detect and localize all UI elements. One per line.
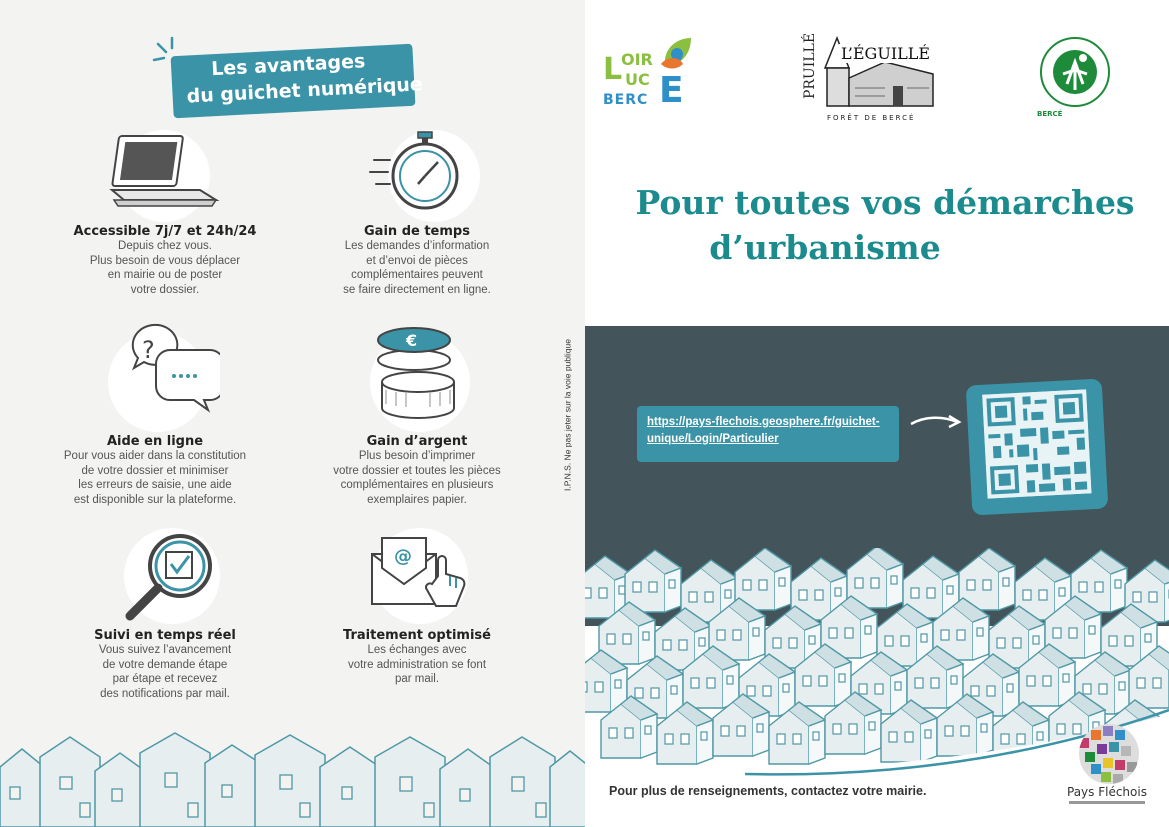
title-banner xyxy=(171,44,424,119)
feature-text: Pour vous aider dans la constitution xyxy=(63,450,247,462)
feature-text: Plus besoin d’imprimer xyxy=(358,450,476,462)
feature-text: par étape et recevez xyxy=(112,673,218,685)
feature-text: et d’envoi de pièces xyxy=(366,254,468,267)
logo-text: BERCÉ xyxy=(1037,110,1063,118)
feature-text: votre dossier. xyxy=(130,283,200,296)
feature-title: Suivi en temps réel xyxy=(94,628,236,643)
url-box xyxy=(637,406,899,462)
leaf-icon xyxy=(657,34,697,74)
title-line1: Les avantages xyxy=(210,50,366,81)
magnifier-check-icon xyxy=(100,528,230,624)
logo-vertical-text: PRUILLÉ xyxy=(802,32,819,100)
stopwatch-icon xyxy=(352,130,482,220)
svg-text:?: ? xyxy=(142,336,155,364)
guichet-link[interactable]: unique/Login/Particulier xyxy=(647,433,779,445)
feature-text: de votre dossier et minimiser xyxy=(81,464,229,477)
qr-code-icon[interactable] xyxy=(982,389,1091,498)
feature-suivi xyxy=(40,528,290,701)
feature-text: Vous suivez l’avancement xyxy=(98,644,232,656)
logo-sub-text: FORÊT DE BERCÉ xyxy=(827,114,916,122)
svg-text:€: € xyxy=(406,331,418,350)
ipns-text: I.P.N.S. Ne pas jeter sur la voie publique xyxy=(562,339,573,491)
feature-aide xyxy=(30,320,280,507)
feature-text: votre administration se font xyxy=(347,658,487,671)
guichet-link[interactable]: https://pays-flechois.geosphere.fr/guichet- xyxy=(647,416,880,428)
pays-flechois-name: Pays Fléchois xyxy=(1067,785,1147,799)
feature-text: Depuis chez vous. xyxy=(118,240,212,252)
feature-gain-temps xyxy=(292,130,542,297)
feature-title: Aide en ligne xyxy=(106,434,204,449)
pruille-leguille-logo xyxy=(799,24,939,128)
feature-text: complémentaires peuvent xyxy=(351,269,483,281)
foret-exception-logo xyxy=(1037,34,1113,120)
pays-flechois-logo xyxy=(1063,722,1153,810)
headline-line1: Pour toutes vos démarches xyxy=(635,183,1135,222)
headline xyxy=(605,180,1165,270)
laptop-icon xyxy=(100,130,230,220)
title-line2: du guichet numérique xyxy=(186,73,424,108)
coins-icon xyxy=(352,320,482,430)
logo-subline xyxy=(1069,801,1145,804)
logo-text: L’ÉGUILLÉ xyxy=(841,44,931,63)
ipns-note xyxy=(560,320,574,515)
contact-note: Pour plus de renseignements, contactez votre mairie. xyxy=(609,784,927,798)
logo-text: BERC xyxy=(603,92,649,108)
feature-title: Gain d’argent xyxy=(366,434,468,449)
feature-title: Gain de temps xyxy=(364,224,470,239)
foret-emblem-icon xyxy=(1037,34,1113,110)
mosaic-sphere-icon xyxy=(1077,722,1141,786)
svg-text:@: @ xyxy=(394,546,412,567)
houses-illustration xyxy=(0,727,585,827)
feature-text: en mairie ou de poster xyxy=(107,269,223,281)
chat-bubbles-icon xyxy=(90,320,220,430)
logo-text: OIR xyxy=(621,50,653,69)
loir-luce-berce-logo xyxy=(603,34,703,114)
feature-text: Plus besoin de vous déplacer xyxy=(89,254,241,267)
logo-letter: E xyxy=(659,70,684,111)
feature-text: des notifications par mail. xyxy=(100,687,230,700)
feature-title: Accessible 7j/7 et 24h/24 xyxy=(73,224,257,239)
feature-text: votre dossier et toutes les pièces xyxy=(333,464,501,477)
feature-text: Les échanges avec xyxy=(367,644,467,656)
qr-code-frame xyxy=(966,379,1109,516)
feature-text: Les demandes d’information xyxy=(344,240,490,252)
feature-text: se faire directement en ligne. xyxy=(343,283,491,296)
feature-text: par mail. xyxy=(394,673,440,685)
feature-title: Traitement optimisé xyxy=(343,628,491,643)
church-drawing-icon xyxy=(815,28,935,108)
feature-text: complémentaires en plusieurs xyxy=(340,479,494,491)
logo-text: UC xyxy=(625,70,650,89)
headline-line2: d’urbanisme xyxy=(709,228,941,267)
feature-traitement xyxy=(292,528,542,687)
feature-text: les erreurs de saisie, une aide xyxy=(78,479,232,491)
logo-letter: L xyxy=(603,52,623,87)
feature-text: exemplaires papier. xyxy=(367,493,467,506)
feature-text: est disponible sur la plateforme. xyxy=(73,493,237,506)
feature-text: de votre demande étape xyxy=(102,658,228,671)
arrow-icon xyxy=(909,410,965,430)
feature-gain-argent xyxy=(292,320,542,507)
feature-accessible xyxy=(40,130,290,297)
envelope-click-icon xyxy=(352,528,482,624)
right-panel xyxy=(585,0,1169,827)
